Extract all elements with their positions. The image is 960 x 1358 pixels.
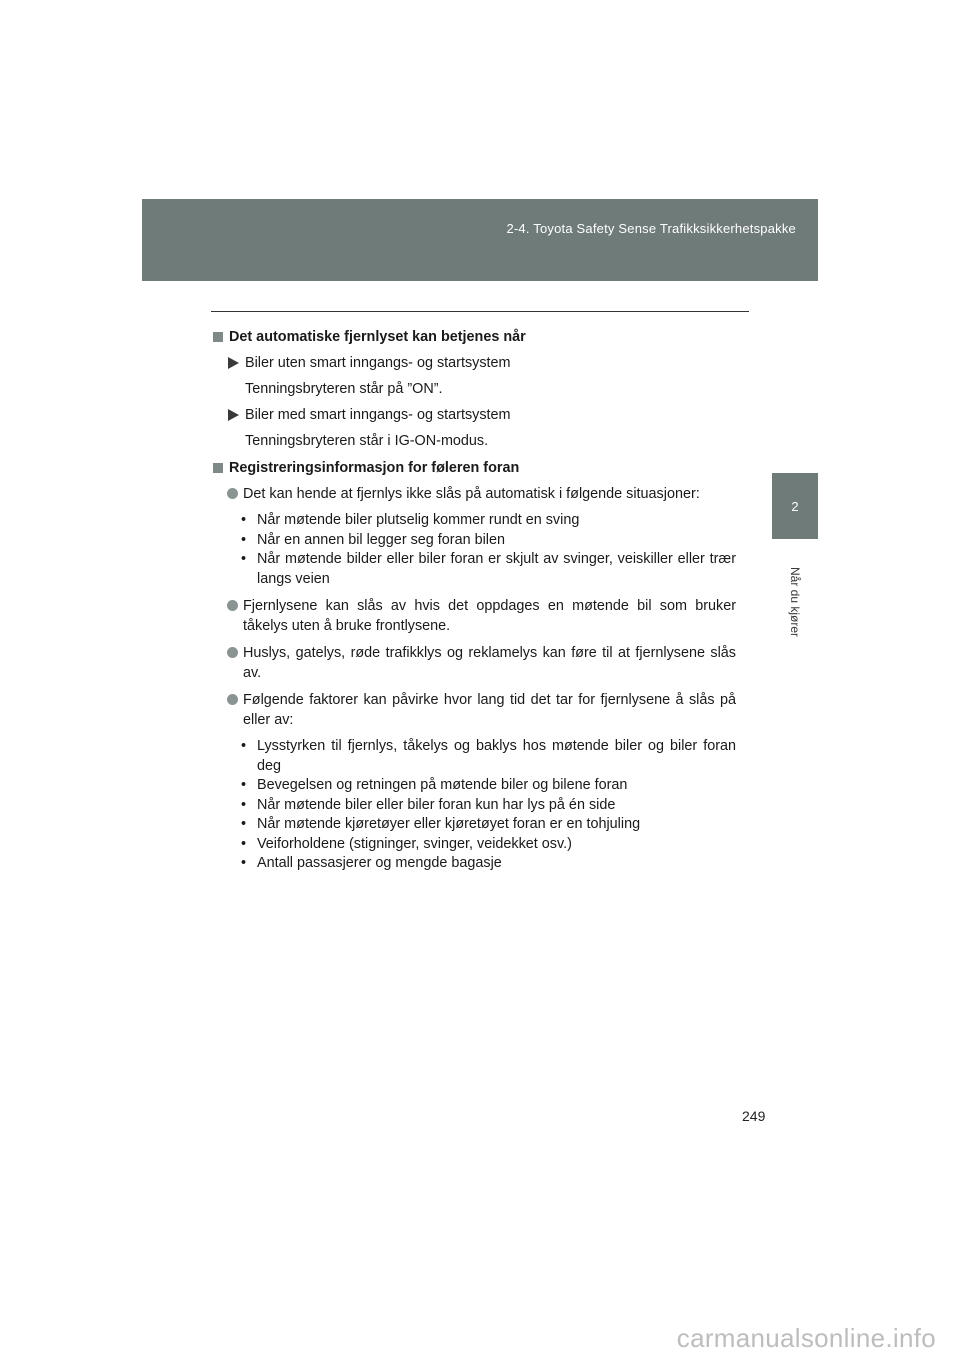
- circle-bullet-icon: [227, 600, 238, 611]
- section-heading: Registreringsinformasjon for føleren foran: [212, 458, 736, 478]
- sub-list: [212, 737, 736, 874]
- variant-label: Biler med smart inngangs- og startsystem: [212, 405, 736, 425]
- variant-body: Tenningsbryteren står på ”ON”.: [245, 381, 443, 397]
- chapter-number: 2: [791, 498, 799, 514]
- list-item: • Lysstyrken til fjernlys, tåkelys og baklys hos møtende biler og biler foran deg: [241, 738, 736, 774]
- list-item: • Når møtende biler plutselig kommer rundt en sving: [241, 512, 580, 528]
- chapter-label-container: [782, 552, 808, 652]
- info-point: Følgende faktorer kan påvirke hvor lang tid det tar for fjernlysene å slås på eller av:: [212, 690, 736, 730]
- list-item: • Antall passasjerer og mengde bagasje: [241, 855, 502, 871]
- chapter-tab: [772, 473, 818, 539]
- list-item: • Når møtende biler eller biler foran kun har lys på én side: [241, 796, 616, 813]
- list-item: • Når møtende bilder eller biler foran er skjult av svinger, veiskiller eller trær langs veien: [241, 551, 736, 587]
- variant-label: Biler uten smart inngangs- og startsystem: [212, 353, 736, 373]
- list-item: • Når en annen bil legger seg foran bilen: [241, 531, 506, 548]
- chapter-label: Når du kjører: [788, 566, 802, 637]
- section-heading: Det automatiske fjernlyset kan betjenes når: [212, 327, 736, 347]
- list-item: • Når møtende kjøretøyer eller kjøretøyet foran er en tohjuling: [241, 816, 641, 832]
- page-number: 249: [742, 1108, 766, 1124]
- sub-list: [212, 511, 736, 589]
- watermark: carmanualsonline.info: [676, 1323, 936, 1353]
- list-item: • Bevegelsen og retningen på møtende biler og bilene foran: [241, 777, 628, 793]
- variant-body: Tenningsbryteren står i IG-ON-modus.: [245, 433, 489, 449]
- circle-bullet-icon: [227, 488, 238, 499]
- circle-bullet-icon: [227, 647, 238, 658]
- section-header-band: [142, 199, 818, 281]
- section-title: 2-4. Toyota Safety Sense Trafikksikkerhetspakke: [506, 221, 796, 236]
- info-point: Fjernlysene kan slås av hvis det oppdages en møtende bil som bruker tåkelys uten å bruke frontlysene.: [212, 596, 736, 636]
- square-bullet-icon: [213, 463, 223, 473]
- top-divider: [211, 311, 749, 312]
- triangle-arrow-icon: [228, 357, 239, 369]
- info-point: Det kan hende at fjernlys ikke slås på automatisk i følgende situasjoner:: [212, 484, 736, 504]
- list-item: • Veiforholdene (stigninger, svinger, veidekket osv.): [241, 835, 572, 852]
- page-content: [212, 327, 736, 881]
- square-bullet-icon: [213, 332, 223, 342]
- triangle-arrow-icon: [228, 409, 239, 421]
- info-point: Huslys, gatelys, røde trafikklys og reklamelys kan føre til at fjernlysene slås av.: [212, 643, 736, 683]
- circle-bullet-icon: [227, 694, 238, 705]
